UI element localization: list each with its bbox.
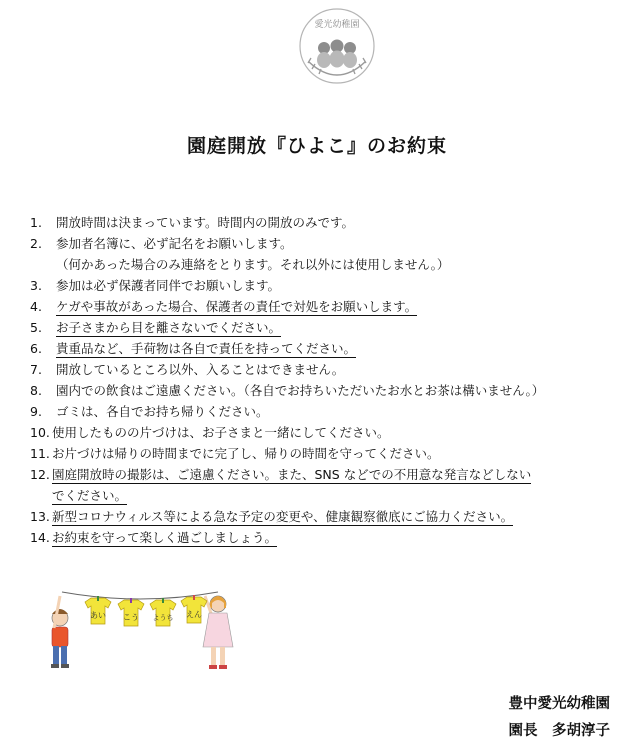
shirt-3 xyxy=(150,600,176,626)
shirt-2 xyxy=(118,600,144,626)
rule-item-11 xyxy=(30,444,440,462)
rule-number: 5. xyxy=(30,320,42,335)
rule-text: でください。 xyxy=(52,488,128,503)
rule-text: ケガや事故があった場合、保護者の責任で対処をお願いします。 xyxy=(56,299,418,314)
rule-item-7 xyxy=(30,360,344,378)
shirt-4 xyxy=(181,597,207,623)
rule-text: 参加者名簿に、必ず記名をお願いします。 xyxy=(56,236,293,251)
rule-text: 園内での飲食はご遠慮ください。（各自でお持ちいただいたお水とお茶は構いません。） xyxy=(56,383,545,398)
rule-item-10 xyxy=(30,423,390,441)
rule-item-9 xyxy=(30,402,269,420)
principal-name: 園長 多胡淳子 xyxy=(508,723,610,739)
rule-text: 開放時間は決まっています。時間内の開放のみです。 xyxy=(56,215,355,230)
boy-figure xyxy=(51,596,69,668)
rule-item-14 xyxy=(30,528,277,546)
rule-text: 貴重品など、手荷物は各自で責任を持ってください。 xyxy=(56,341,357,356)
rule-item-12-cont xyxy=(30,486,127,504)
rule-text: 参加は必ず保護者同伴でお願いします。 xyxy=(56,278,281,293)
page-title: 園庭開放『ひよこ』のお約束 xyxy=(186,135,447,157)
rule-number: 9. xyxy=(30,404,42,419)
rule-number: 3. xyxy=(30,278,42,293)
rule-text: ゴミは、各自でお持ち帰りください。 xyxy=(56,404,269,419)
school-name: 豊中愛光幼稚園 xyxy=(508,696,610,712)
rule-number: 14. xyxy=(30,530,50,545)
rule-item-3 xyxy=(30,276,280,294)
rule-item-5 xyxy=(30,318,281,336)
svg-text:こう: こう xyxy=(123,613,139,622)
rule-item-2-note xyxy=(30,255,449,273)
rule-text: 園庭開放時の撮影は、ご遠慮ください。また、SNS などでの不用意な発言などしない xyxy=(52,467,532,482)
rule-text: （何かあった場合のみ連絡をとります。それ以外には使用しません。） xyxy=(56,257,450,272)
kids-clothesline-illustration xyxy=(40,578,240,678)
svg-text:あい: あい xyxy=(90,611,106,620)
rule-item-12 xyxy=(30,465,531,483)
rule-number: 4. xyxy=(30,299,42,314)
rule-number: 12. xyxy=(30,467,50,482)
girl-figure xyxy=(203,596,233,669)
svg-text:えん: えん xyxy=(186,610,202,619)
rule-text: 開放しているところ以外、入ることはできません。 xyxy=(56,362,345,377)
seal-text: 愛光幼稚園 xyxy=(314,20,360,30)
signature-block xyxy=(509,691,611,745)
rule-number: 7. xyxy=(30,362,42,377)
rule-item-4 xyxy=(30,297,417,315)
rule-text: 使用したものの片づけは、お子さまと一緒にしてください。 xyxy=(52,425,390,440)
rule-number: 1. xyxy=(30,215,42,230)
rule-text: お約束を守って楽しく過ごしましょう。 xyxy=(52,530,278,545)
rule-item-8 xyxy=(30,381,544,399)
rule-text: お片づけは帰りの時間までに完了し、帰りの時間を守ってください。 xyxy=(52,446,440,461)
rule-item-6 xyxy=(30,339,356,357)
rule-number: 13. xyxy=(30,509,50,524)
rule-item-2 xyxy=(30,234,293,252)
svg-text:ようち: ようち xyxy=(152,614,174,622)
rule-item-1 xyxy=(30,213,354,231)
shirt-1 xyxy=(85,598,111,624)
rule-number: 2. xyxy=(30,236,42,251)
school-emblem xyxy=(297,6,377,90)
rule-item-13 xyxy=(30,507,513,525)
rule-number: 11. xyxy=(30,446,50,461)
rule-text: 新型コロナウィルス等による急な予定の変更や、健康観察徹底にご協力ください。 xyxy=(52,509,514,524)
rule-number: 8. xyxy=(30,383,42,398)
rule-number: 6. xyxy=(30,341,42,356)
rule-number: 10. xyxy=(30,425,50,440)
rule-text: お子さまから目を離さないでください。 xyxy=(56,320,282,335)
